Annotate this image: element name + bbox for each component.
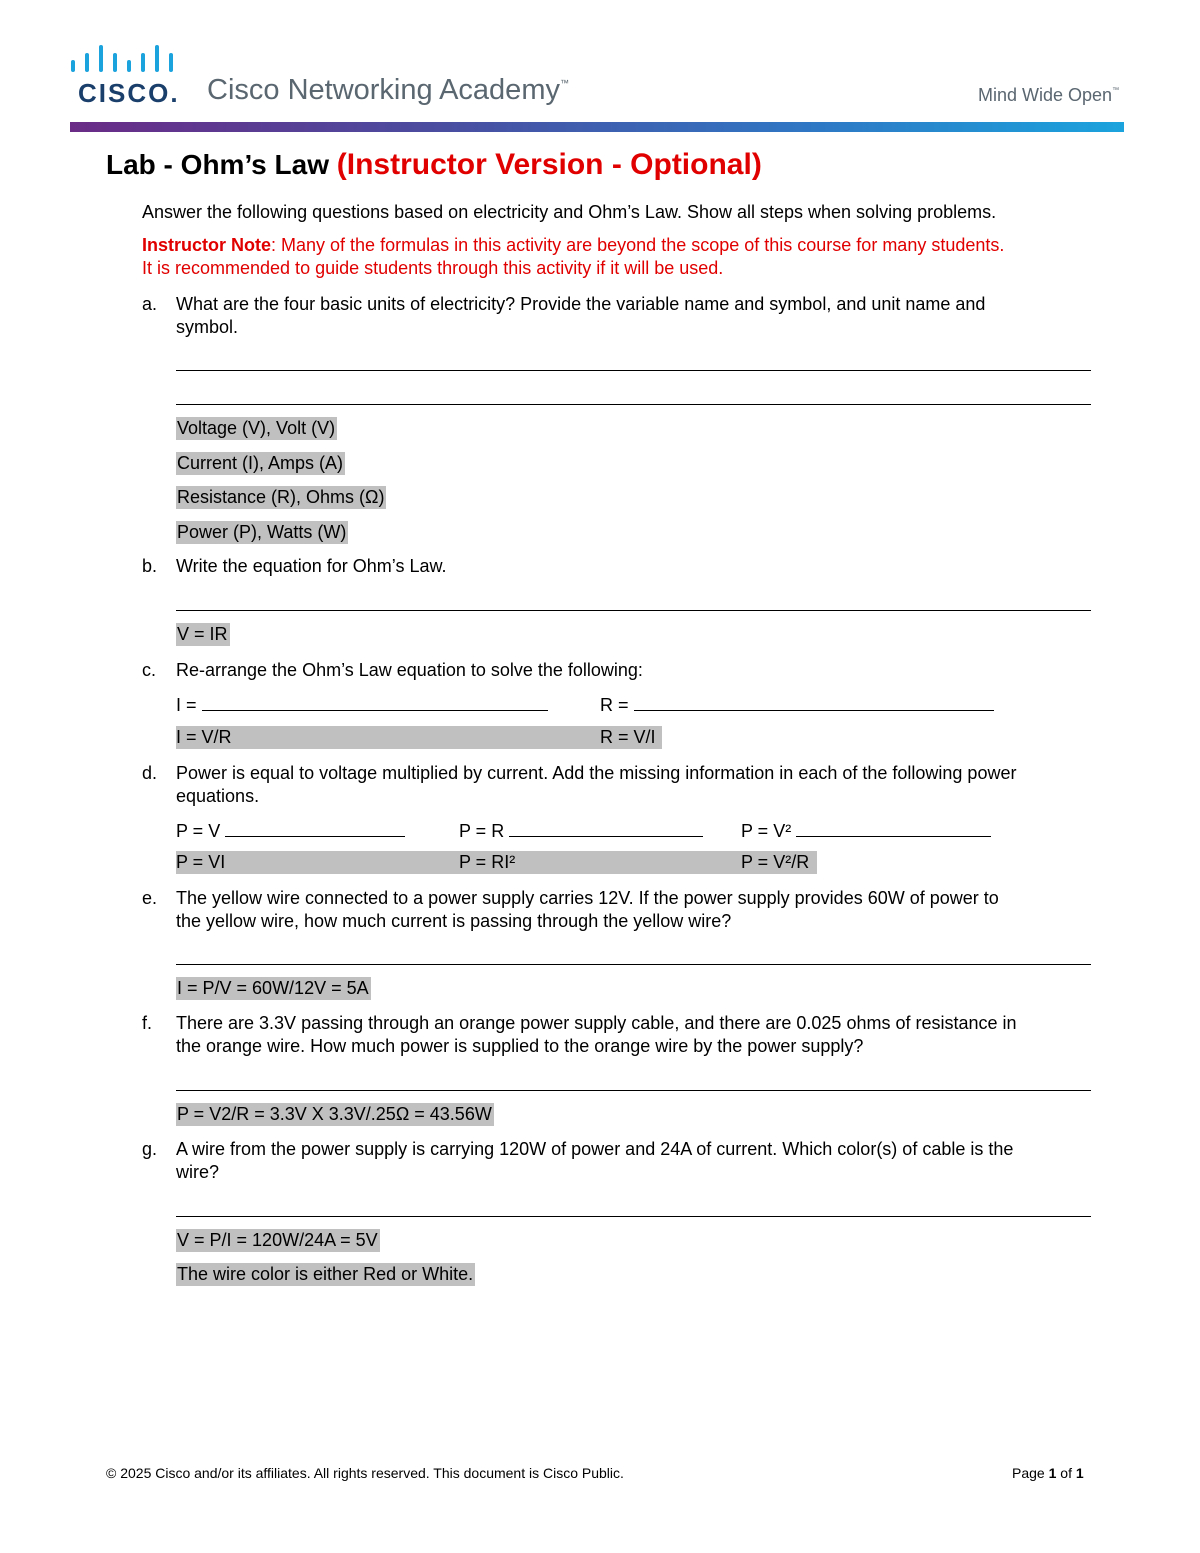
footer-copyright: © 2025 Cisco and/or its affiliates. All rights reserved. This document is Cisco Public. [106,1465,624,1481]
question-c-left-prompt: I = [176,692,548,717]
answer-line [176,370,1091,371]
page-number: Page 1 of 1 [1012,1465,1084,1481]
question-c-right-prompt: R = [600,692,994,717]
answer-c-left: I = V/R [176,727,232,747]
cisco-logo-bars-icon [70,44,180,74]
question-d-prompt-2: P = R [459,818,703,843]
answer-line [176,964,1091,965]
answer-d-2: P = RI² [459,852,516,872]
question-c-text: Re-arrange the Ohm’s Law equation to solve the following: [176,660,643,680]
answer-a-4: Power (P), Watts (W) [177,522,347,542]
cisco-logo-word: CISCO. [78,78,180,108]
answer-a-3: Resistance (R), Ohms (Ω) [177,487,385,507]
answer-g-2: The wire color is either Red or White. [177,1264,474,1284]
instructor-note: Instructor Note: Many of the formulas in this activity are beyond the scope of this course for many students. [142,235,1005,255]
question-e-label: e. [142,888,158,908]
answer-d-1: P = VI [176,852,226,872]
answer-c-right: R = V/I [600,727,656,747]
question-e-text: The yellow wire connected to a power supply carries 12V. If the power supply provides 60W of power to [176,888,999,908]
question-f-text-line2: the orange wire. How much power is supplied to the orange wire by the power supply? [176,1036,864,1056]
answer-line [176,610,1091,611]
question-a-text: What are the four basic units of electricity? Provide the variable name and symbol, and unit name and [176,294,986,314]
intro-text: Answer the following questions based on electricity and Ohm’s Law. Show all steps when solving problems. [142,202,997,222]
answer-b: V = IR [177,624,228,644]
question-d-prompt-1: P = V [176,818,405,843]
header-gradient-bar [70,122,1124,132]
page-title: Lab - Ohm’s Law (Instructor Version - Optional) [106,148,762,181]
question-b-text: Write the equation for Ohm’s Law. [176,556,447,576]
question-a-label: a. [142,294,158,314]
answer-line [176,1090,1091,1091]
instructor-note-line2: It is recommended to guide students through this activity if it will be used. [142,258,724,278]
question-c-label: c. [142,660,157,680]
answer-line [176,404,1091,405]
question-g-text-line2: wire? [176,1162,220,1182]
academy-name: Cisco Networking Academy™ [207,74,569,106]
question-d-label: d. [142,763,158,783]
question-g-text: A wire from the power supply is carrying 120W of power and 24A of current. Which color(s) of cable is the [176,1139,1014,1159]
answer-a-1: Voltage (V), Volt (V) [177,418,336,438]
question-d-text: Power is equal to voltage multiplied by current. Add the missing information in each of the following power [176,763,1017,783]
question-f-text: There are 3.3V passing through an orange power supply cable, and there are 0.025 ohms of resistance in [176,1013,1017,1033]
answer-d-3: P = V²/R [741,852,810,872]
version-label: (Instructor Version - Optional) [336,148,762,181]
question-a-text-line2: symbol. [176,317,239,337]
question-d-prompt-3: P = V² [741,818,991,843]
question-g-label: g. [142,1139,158,1159]
answer-f: P = V2/R = 3.3V X 3.3V/.25Ω = 43.56W [177,1104,492,1124]
question-e-text-line2: the yellow wire, how much current is passing through the yellow wire? [176,911,732,931]
question-b-label: b. [142,556,158,576]
tagline: Mind Wide Open™ [978,85,1120,105]
answer-g-1: V = P/I = 120W/24A = 5V [177,1230,378,1250]
question-f-label: f. [142,1013,153,1033]
answer-line [176,1216,1091,1217]
answer-highlight [176,726,660,749]
answer-a-2: Current (I), Amps (A) [177,453,344,473]
question-d-text-line2: equations. [176,786,260,806]
answer-e: I = P/V = 60W/12V = 5A [177,978,369,998]
